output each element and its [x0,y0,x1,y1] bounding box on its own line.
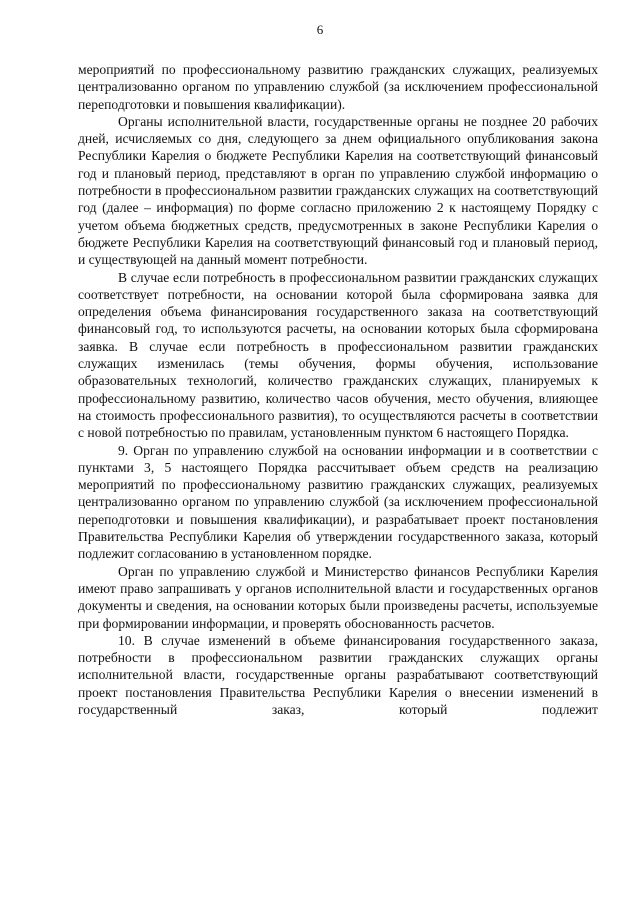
document-body [78,61,598,718]
paragraph-continuation: мероприятий по профессиональному развитию гражданских служащих, реализуемых централизованно органом по управлению службой (за исключением профессиональной переподготовки и повышения квалификации). [78,62,598,112]
paragraph-request-rights: Орган по управлению службой и Министерство финансов Республики Карелия имеют право запрашивать у органов исполнительной власти и государственных органов документы и сведения, на основании которых были произведены расчеты, используемые при формировании информации, и проверять обоснованность расчетов. [78,563,598,631]
paragraph-information-submission: Органы исполнительной власти, государственные органы не позднее 20 рабочих дней, исчисляемых со дня, следующего за днем официального опубликования закона Республики Карелия о бюджете Республики Карелия на соответствующий финансовый год и плановый период, представляют в орган по управлению службой информацию о потребности в профессиональном развитии гражданских служащих на соответствующий год (далее – информация) по форме согласно приложению 2 к настоящему Порядку с учетом объема бюджетных средств, предусмотренных в законе Республики Карелия о бюджете Республики Карелия на соответствующий финансовый год и плановый период, и существующей на данный момент потребности. [78,113,598,268]
page-number: 6 [316,22,324,37]
paragraph-item-10: 10. В случае изменений в объеме финансирования государственного заказа, потребности в профессиональном развитии гражданских служащих органы исполнительной власти, государственные органы разрабатывают соответствующий проект постановления Правительства Республики Карелия о внесении изменений в государственный заказ, который подлежит [78,632,598,717]
paragraph-need-calculation: В случае если потребность в профессиональном развитии гражданских служащих соответствует потребности, на основании которой была сформирована заявка для определения объема финансирования государственного заказа на соответствующий финансовый год, то используются расчеты, на основании которых была сформирована заявка. В случае если потребность в профессиональном развитии гражданских служащих изменилась (темы обучения, формы обучения, использование образовательных технологий, количество гражданских служащих, планируемых к профессиональному развитию, количество часов обучения, место обучения, влияющее на стоимость профессионального развития), то осуществляются расчеты в соответствии с новой потребностью по правилам, установленным пунктом 6 настоящего Порядка. [78,269,598,441]
paragraph-item-9: 9. Орган по управлению службой на основании информации и в соответствии с пунктами 3, 5 настоящего Порядка рассчитывает объем средств на реализацию мероприятий по профессиональному развитию гражданских служащих, реализуемых централизованно органом по управлению службой (за исключением профессиональной переподготовки и повышения квалификации), и разрабатывает проект постановления Правительства Республики Карелия об утверждении государственного заказа, который подлежит согласованию в установленном порядке. [78,442,598,562]
